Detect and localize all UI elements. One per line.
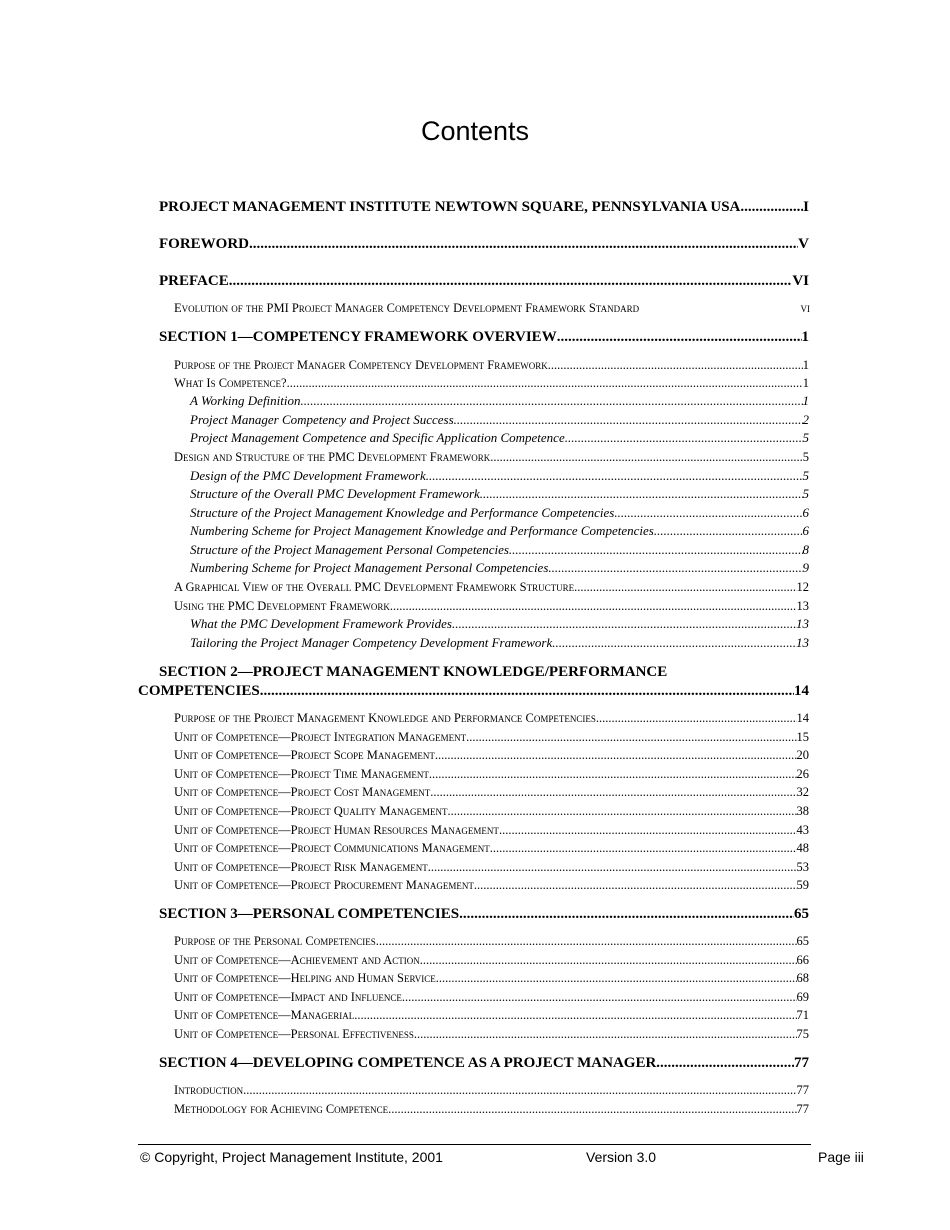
toc-entry-what-is-competence[interactable] [174, 375, 809, 391]
footer-copyright: © Copyright, Project Management Institute, 2001 [140, 1149, 443, 1165]
toc-entry-label: Purpose of the Project Management Knowledge and Performance Competencies [174, 711, 596, 725]
toc-entry-numbering-personal[interactable] [190, 560, 809, 576]
toc-page-number: 8 [802, 542, 809, 557]
toc-page-number: 69 [796, 990, 809, 1004]
leader-dots [740, 198, 803, 216]
toc-page-number: 65 [796, 934, 809, 948]
toc-entry-working-definition[interactable] [190, 393, 809, 409]
toc-page-number: 48 [796, 841, 809, 855]
toc-entry-personal-effectiveness[interactable] [174, 1026, 809, 1042]
toc-entry-numbering-knowledge[interactable] [190, 523, 809, 539]
toc-entry-methodology[interactable] [174, 1101, 809, 1117]
leader-dots [376, 933, 797, 949]
leader-dots [565, 430, 803, 446]
toc-entry-risk[interactable] [174, 859, 809, 875]
toc-entry-structure-personal[interactable] [190, 542, 809, 558]
toc-page-number: 77 [796, 1083, 809, 1097]
toc-page-number: 20 [796, 748, 809, 762]
toc-entry-label: Unit of Competence—Project Risk Management [174, 860, 428, 874]
toc-entry-integration[interactable] [174, 729, 809, 745]
toc-entry-label: Unit of Competence—Project Human Resources Management [174, 823, 499, 837]
toc-page-number: 68 [796, 971, 809, 985]
toc-page-number: 65 [794, 906, 809, 922]
leader-dots [435, 747, 797, 763]
leader-dots [552, 635, 796, 651]
toc-entry-label: Project Manager Competency and Project Success [190, 412, 454, 427]
toc-entry-label: Structure of the Project Management Personal Competencies [190, 542, 509, 557]
toc-page-number: 5 [802, 486, 809, 501]
toc-entry-structure-overall[interactable] [190, 486, 809, 502]
toc-entry-label: Numbering Scheme for Project Management Personal Competencies [190, 560, 549, 575]
toc-entry-label: Using the PMC Development Framework [174, 599, 390, 613]
leader-dots [402, 989, 797, 1005]
toc-entry-label: Purpose of the Project Manager Competency Development Framework [174, 358, 548, 372]
toc-entry-label: Introduction [174, 1083, 244, 1097]
toc-entry-using-pmc[interactable] [174, 598, 809, 614]
toc-entry-evolution[interactable] [174, 300, 810, 316]
leader-dots [614, 505, 802, 521]
toc-entry-label: Unit of Competence—Project Time Management [174, 767, 429, 781]
toc-page-number: I [803, 199, 809, 215]
toc-entry-tailoring[interactable] [190, 635, 809, 651]
toc-entry-section-2[interactable] [138, 682, 809, 700]
toc-page-number: 75 [796, 1027, 809, 1041]
toc-entry-label: Purpose of the Personal Competencies [174, 934, 376, 948]
toc-entry-design-structure[interactable] [174, 449, 809, 465]
toc-entry-purpose-personal[interactable] [174, 933, 809, 949]
toc-entry-cost[interactable] [174, 784, 809, 800]
toc-entry-purpose-pmcdf[interactable] [174, 357, 809, 373]
toc-entry-label: Evolution of the PMI Project Manager Competency Development Framework Standard [174, 301, 640, 315]
leader-dots [656, 1054, 794, 1072]
toc-entry-what-provides[interactable] [190, 616, 809, 632]
toc-entry-time[interactable] [174, 766, 809, 782]
toc-entry-pm-competence-application[interactable] [190, 430, 809, 446]
toc-entry-label: PREFACE [159, 273, 229, 289]
toc-entry-managerial[interactable] [174, 1007, 809, 1023]
toc-entry-graphical-view[interactable] [174, 579, 809, 595]
leader-dots [428, 859, 797, 875]
toc-page-number: vi [800, 301, 810, 315]
toc-entry-label: Unit of Competence—Project Procurement Management [174, 878, 474, 892]
leader-dots [414, 1026, 797, 1042]
page-title: Contents [420, 116, 530, 146]
toc-page-number: 53 [796, 860, 809, 874]
footer-divider [138, 1144, 811, 1145]
toc-page-number: 5 [802, 430, 809, 445]
toc-page-number: 9 [802, 560, 809, 575]
toc-page-number: 38 [796, 804, 809, 818]
toc-entry-label: Design of the PMC Development Framework [190, 468, 426, 483]
toc-entry-label: Unit of Competence—Impact and Influence [174, 990, 402, 1004]
toc-page-number: 14 [794, 683, 809, 699]
toc-entry-label: Structure of the Overall PMC Development Framework [190, 486, 480, 501]
footer-version: Version 3.0 [586, 1149, 657, 1165]
toc-entry-impact[interactable] [174, 989, 809, 1005]
toc-page-number: 71 [796, 1008, 809, 1022]
toc-page-number: 15 [796, 730, 809, 744]
toc-entry-quality[interactable] [174, 803, 809, 819]
leader-dots [436, 970, 797, 986]
leader-dots [229, 272, 793, 290]
leader-dots [249, 235, 798, 253]
toc-page-number: VI [792, 273, 809, 289]
toc-entry-label: A Working Definition [190, 393, 301, 408]
toc-page-number: 1 [802, 393, 809, 408]
toc-entry-label: Structure of the Project Management Knowledge and Performance Competencies [190, 505, 615, 520]
toc-entry-label: Unit of Competence—Project Communications Management [174, 841, 490, 855]
leader-dots [354, 1007, 796, 1023]
toc-page-number: V [798, 236, 809, 252]
leader-dots [474, 877, 797, 893]
toc-page-number: 6 [802, 505, 809, 520]
toc-page-number: 1 [802, 358, 809, 372]
toc-page-number: 5 [802, 468, 809, 483]
leader-dots [243, 1082, 796, 1098]
toc-page-number: 77 [796, 1102, 809, 1116]
toc-entry-label: SECTION 1—COMPETENCY FRAMEWORK OVERVIEW [159, 329, 557, 345]
toc-entry-label: A Graphical View of the Overall PMC Development Framework Structure [174, 580, 575, 594]
toc-entry-label: SECTION 4—DEVELOPING COMPETENCE AS A PROJECT MANAGER [159, 1055, 657, 1071]
toc-entry-label: What Is Competence? [174, 376, 287, 390]
toc-page-number: 13 [796, 635, 809, 650]
toc-entry-introduction[interactable] [174, 1082, 809, 1098]
toc-entry-label: Unit of Competence—Project Cost Management [174, 785, 431, 799]
toc-entry-pmi[interactable] [159, 198, 809, 216]
toc-page-number: 59 [796, 878, 809, 892]
leader-dots [466, 729, 796, 745]
leader-dots [459, 905, 794, 923]
leader-dots [490, 840, 797, 856]
leader-dots [557, 328, 802, 346]
toc-entry-label: Numbering Scheme for Project Management Knowledge and Performance Competencies [190, 523, 654, 538]
leader-dots [452, 616, 796, 632]
toc-page-number: 1 [802, 376, 809, 390]
toc-entry-section-2-line1[interactable]: SECTION 2—PROJECT MANAGEMENT KNOWLEDGE/PERFORMANCE [159, 664, 668, 680]
toc-page-number: 14 [796, 711, 809, 725]
toc-page-number: 6 [802, 523, 809, 538]
toc-entry-label: Unit of Competence—Achievement and Action [174, 953, 420, 967]
toc-entry-label: FOREWORD [159, 236, 249, 252]
toc-entry-label: Unit of Competence—Helping and Human Service [174, 971, 436, 985]
toc-page-number: 77 [794, 1055, 809, 1071]
toc-entry-human-resources[interactable] [174, 822, 809, 838]
toc-entry-preface[interactable] [159, 272, 809, 290]
toc-entry-purpose-knowledge[interactable] [174, 710, 809, 726]
leader-dots [260, 682, 794, 700]
leader-dots [490, 449, 803, 465]
toc-entry-label: Tailoring the Project Manager Competency Development Framework [190, 635, 553, 650]
toc-entry-scope[interactable] [174, 747, 809, 763]
toc-entry-structure-knowledge[interactable] [190, 505, 809, 521]
leader-dots [499, 822, 797, 838]
toc-entry-label: Unit of Competence—Managerial [174, 1008, 355, 1022]
toc-entry-achievement[interactable] [174, 952, 809, 968]
leader-dots [429, 766, 797, 782]
toc-entry-label: Unit of Competence—Project Integration Management [174, 730, 467, 744]
toc-page-number: 5 [802, 450, 809, 464]
toc-entry-section-1[interactable] [159, 328, 809, 346]
leader-dots [548, 357, 803, 373]
toc-page-number: 66 [796, 953, 809, 967]
leader-dots [388, 1101, 796, 1117]
toc-page-number: 2 [802, 412, 809, 427]
toc-entry-label: Methodology for Achieving Competence [174, 1102, 389, 1116]
leader-dots [509, 542, 803, 558]
toc-entry-label: Unit of Competence—Project Quality Management [174, 804, 448, 818]
toc-entry-pm-competency-success[interactable] [190, 412, 809, 428]
toc-entry-label: COMPETENCIES [138, 683, 260, 699]
leader-dots [447, 803, 796, 819]
toc-page-number: 1 [801, 329, 809, 345]
toc-page-number: 13 [796, 599, 809, 613]
toc-entry-foreword[interactable] [159, 235, 809, 253]
leader-dots [596, 710, 797, 726]
leader-dots [454, 412, 803, 428]
toc-entry-label: Project Management Competence and Specific Application Competence [190, 430, 565, 445]
toc-entry-section-3[interactable] [159, 905, 809, 923]
toc-page-number: 32 [796, 785, 809, 799]
toc-page-number: 43 [796, 823, 809, 837]
leader-dots [574, 579, 796, 595]
toc-entry-label: SECTION 3—PERSONAL COMPETENCIES [159, 906, 460, 922]
toc-page-number: 13 [796, 616, 809, 631]
toc-page-number: 12 [796, 580, 809, 594]
toc-entry-helping[interactable] [174, 970, 809, 986]
toc-entry-section-4[interactable] [159, 1054, 809, 1072]
toc-entry-design-pmc[interactable] [190, 468, 809, 484]
toc-entry-procurement[interactable] [174, 877, 809, 893]
toc-entry-label: Unit of Competence—Project Scope Management [174, 748, 435, 762]
toc-entry-label: Design and Structure of the PMC Development Framework [174, 450, 491, 464]
toc-entry-label: Unit of Competence—Personal Effectiveness [174, 1027, 414, 1041]
leader-dots [420, 952, 797, 968]
leader-dots [548, 560, 802, 576]
leader-dots [390, 598, 797, 614]
leader-dots [480, 486, 803, 502]
leader-dots [654, 523, 803, 539]
toc-entry-label: What the PMC Development Framework Provides [190, 616, 452, 631]
toc-entry-communications[interactable] [174, 840, 809, 856]
toc-entry-label: PROJECT MANAGEMENT INSTITUTE NEWTOWN SQUARE, PENNSYLVANIA USA [159, 199, 741, 215]
footer-page-number: Page iii [818, 1149, 864, 1165]
leader-dots [301, 393, 803, 409]
leader-dots [430, 784, 796, 800]
toc-page-number: 26 [796, 767, 809, 781]
leader-dots [287, 375, 803, 391]
leader-dots [426, 468, 803, 484]
